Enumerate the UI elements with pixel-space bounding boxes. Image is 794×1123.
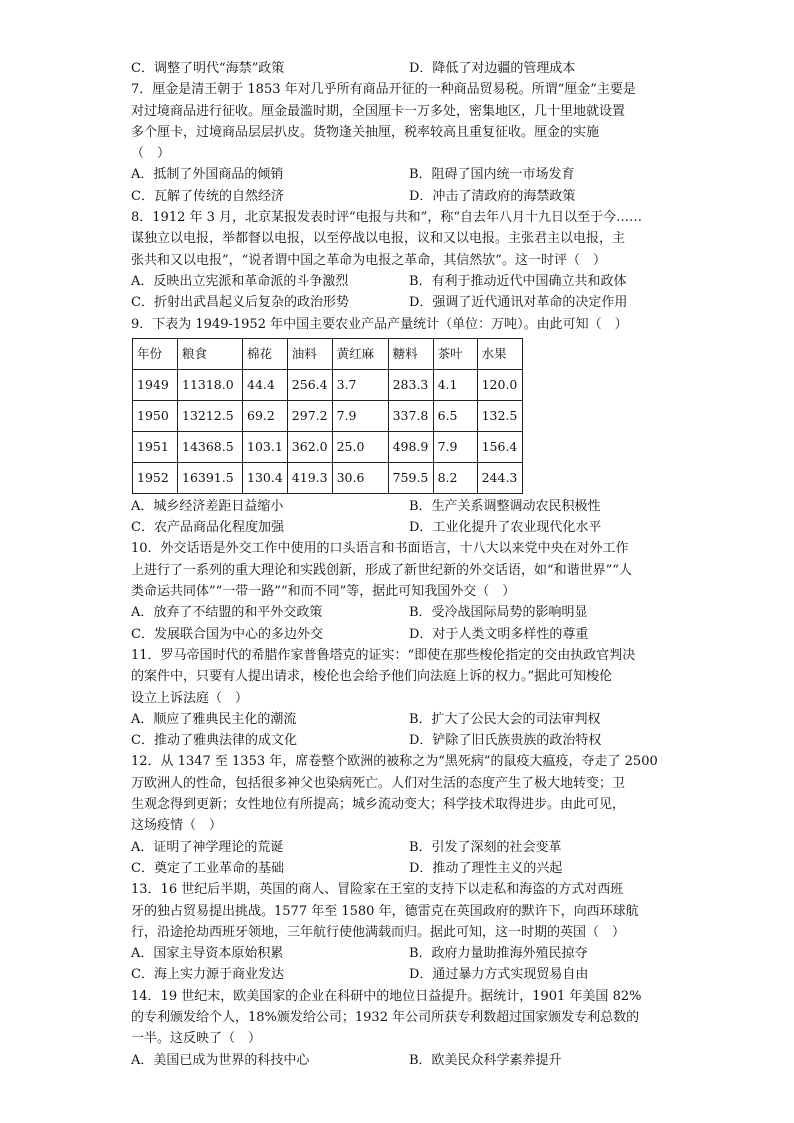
q12-option-d[interactable]: D．推动了理性主义的兴起 <box>409 860 563 876</box>
table-cell: 69.2 <box>243 400 288 431</box>
table-row <box>133 369 523 400</box>
q6-option-d[interactable]: D．降低了对边疆的管理成本 <box>409 61 576 76</box>
table-cell: 283.3 <box>388 369 433 400</box>
table-cell: 362.0 <box>287 431 332 462</box>
question-10 <box>131 538 671 644</box>
question-11 <box>131 645 671 751</box>
production-table <box>132 338 523 494</box>
q7-option-c[interactable]: C．瓦解了传统的自然经济 <box>131 188 284 204</box>
table-cell: 1952 <box>133 462 178 493</box>
table-cell: 30.6 <box>332 462 388 493</box>
q7-options-row-2 <box>131 186 671 207</box>
table-cell: 16391.5 <box>178 462 243 493</box>
q9-option-c[interactable]: C．农产品商品化程度加强 <box>131 520 284 536</box>
q13-stem-line: 13．16 世纪后半期，英国的商人、冒险家在王室的支持下以走私和海盗的方式对西班 <box>131 882 624 898</box>
q8-stem-line: 8．1912 年 3 月，北京某报发表时评“电报与共和”，称“自去年八月十九日以至于今…… <box>131 210 642 226</box>
q14-stem-line: 14．19 世纪末，欧美国家的企业在科研中的地位日益提升。据统计，1901 年美国 82% <box>131 988 642 1004</box>
q8-options-row-2 <box>131 292 671 313</box>
q7-stem-line: （ ） <box>131 146 171 162</box>
q11-stem-line: 设立上诉法庭（ ） <box>131 690 249 706</box>
table-header-cell: 年份 <box>133 338 178 369</box>
question-13 <box>131 879 671 985</box>
q9-option-d[interactable]: D．工业化提升了农业现代化水平 <box>409 520 602 536</box>
q11-option-b[interactable]: B．扩大了公民大会的司法审判权 <box>409 711 601 727</box>
table-header-cell: 糖料 <box>388 338 433 369</box>
table-cell: 4.1 <box>433 369 477 400</box>
table-cell: 8.2 <box>433 462 477 493</box>
q12-stem-line: 12．从 1347 至 1353 年，席卷整个欧洲的被称之为“黑死病”的鼠疫大瘟疫，夺走了 2500 <box>131 754 658 770</box>
q11-options-row-2 <box>131 730 671 751</box>
q7-option-a[interactable]: A．抵制了外国商品的倾销 <box>131 167 284 183</box>
table-header-cell: 水果 <box>477 338 522 369</box>
question-8 <box>131 207 671 313</box>
table-cell: 6.5 <box>433 400 477 431</box>
q7-stem-line: 对过境商品进行征收。厘金最滥时期，全国厘卡一万多处，密集地区，几十里地就设置 <box>131 103 626 119</box>
q7-option-b[interactable]: B．阻碍了国内统一市场发育 <box>409 167 575 183</box>
q8-option-b[interactable]: B．有利于推动近代中国确立共和政体 <box>409 273 627 289</box>
question-14 <box>131 986 671 1071</box>
question-9 <box>131 314 671 539</box>
q12-option-b[interactable]: B．引发了深刻的社会变革 <box>409 839 562 855</box>
table-cell: 3.7 <box>332 369 388 400</box>
q13-option-d[interactable]: D．通过暴力方式实现贸易自由 <box>409 967 589 983</box>
q10-option-d[interactable]: D．对于人类文明多样性的尊重 <box>409 626 589 642</box>
q10-stem-line: 类命运共同体”“一带一路”“和而不同”等，据此可知我国外交（ ） <box>131 584 516 600</box>
q12-options-row-1 <box>131 837 671 858</box>
table-cell: 156.4 <box>477 431 522 462</box>
q10-option-c[interactable]: C．发展联合国为中心的多边外交 <box>131 626 323 642</box>
q13-options-row-1 <box>131 943 671 964</box>
q6-option-c[interactable]: C．调整了明代“海禁”政策 <box>131 61 285 76</box>
table-cell: 7.9 <box>332 400 388 431</box>
q9-options-row-2 <box>131 517 671 538</box>
table-cell: 256.4 <box>287 369 332 400</box>
q9-stem-line: 9．下表为 1949-1952 年中国主要农业产品产量统计（单位：万吨）。由此可知（ ） <box>131 316 628 332</box>
q14-option-a[interactable]: A．美国已成为世界的科技中心 <box>131 1052 310 1068</box>
q11-option-c[interactable]: C．推动了雅典法律的成文化 <box>131 733 297 749</box>
table-row <box>133 462 523 493</box>
q14-stem-line: 的专利颁发给个人，18%颁发给公司；1932 年公司所获专利数超过国家颁发专利总数的 <box>131 1009 640 1025</box>
table-cell: 13212.5 <box>178 400 243 431</box>
table-row <box>133 400 523 431</box>
q10-stem-line: 10．外交话语是外交工作中使用的口头语言和书面语言，十八大以来党中央在对外工作 <box>131 541 629 557</box>
table-cell: 1949 <box>133 369 178 400</box>
q13-option-c[interactable]: C．海上实力源于商业发达 <box>131 967 284 983</box>
table-cell: 44.4 <box>243 369 288 400</box>
table-header-cell: 黄红麻 <box>332 338 388 369</box>
table-cell: 120.0 <box>477 369 522 400</box>
table-cell: 14368.5 <box>178 431 243 462</box>
table-cell: 130.4 <box>243 462 288 493</box>
q12-option-c[interactable]: C．奠定了工业革命的基础 <box>131 860 284 876</box>
q8-option-d[interactable]: D．强调了近代通讯对革命的决定作用 <box>409 295 628 311</box>
table-cell: 7.9 <box>433 431 477 462</box>
q7-options-row-1 <box>131 164 671 185</box>
table-header-row <box>133 338 523 369</box>
q8-option-c[interactable]: C．折射出武昌起义后复杂的政治形势 <box>131 295 349 311</box>
table-cell: 297.2 <box>287 400 332 431</box>
q10-option-b[interactable]: B．受冷战国际局势的影响明显 <box>409 605 588 621</box>
q9-options-row-1 <box>131 496 671 517</box>
q12-stem-line: 万欧洲人的性命，包括很多神父也染病死亡。人们对生活的态度产生了极大地转变；卫 <box>131 775 626 791</box>
q9-option-b[interactable]: B．生产关系调整调动农民积极性 <box>409 498 601 514</box>
table-cell: 132.5 <box>477 400 522 431</box>
q13-stem-line: 牙的独占贸易提出挑战。1577 年至 1580 年，德雷克在英国政府的默许下，向西环球航 <box>131 903 639 919</box>
q13-stem-line: 行，沿途抢劫西班牙领地，三年航行使他满载而归。据此可知，这一时期的英国（ ） <box>131 924 626 940</box>
table-cell: 103.1 <box>243 431 288 462</box>
question-12 <box>131 751 671 879</box>
q14-options-row-1 <box>131 1050 671 1071</box>
q10-options-row-1 <box>131 602 671 623</box>
question-7 <box>131 79 671 207</box>
q9-option-a[interactable]: A．城乡经济差距日益缩小 <box>131 498 284 514</box>
table-cell: 25.0 <box>332 431 388 462</box>
q7-stem-line: 7．厘金是清王朝于 1853 年对几乎所有商品开征的一种商品贸易税。所谓“厘金”主要是 <box>131 82 636 98</box>
table-cell: 498.9 <box>388 431 433 462</box>
table-cell: 337.8 <box>388 400 433 431</box>
q11-stem-line: 11．罗马帝国时代的希腊作家普鲁塔克的证实：“即使在那些梭伦指定的交由执政官判决 <box>131 647 636 663</box>
table-header-cell: 油料 <box>287 338 332 369</box>
q12-stem-line: 这场疫情（ ） <box>131 818 223 834</box>
q10-stem-line: 上进行了一系列的重大理论和实践创新，形成了新世纪新的外交话语，如“和谐世界”“人 <box>131 562 632 578</box>
q7-stem-line: 多个厘卡，过境商品层层扒皮。货物逢关抽厘，税率较高且重复征收。厘金的实施 <box>131 124 600 140</box>
q14-stem-line: 一半。这反映了（ ） <box>131 1031 262 1047</box>
q7-option-d[interactable]: D．冲击了清政府的海禁政策 <box>409 188 576 204</box>
q8-options-row-1 <box>131 271 671 292</box>
exam-page <box>131 58 671 1071</box>
q12-option-a[interactable]: A．证明了神学理论的荒诞 <box>131 839 284 855</box>
table-cell: 11318.0 <box>178 369 243 400</box>
q10-options-row-2 <box>131 624 671 645</box>
q6-options-row-2 <box>131 58 671 79</box>
table-cell: 1950 <box>133 400 178 431</box>
table-row <box>133 431 523 462</box>
q13-options-row-2 <box>131 964 671 985</box>
table-cell: 759.5 <box>388 462 433 493</box>
q8-option-a[interactable]: A．反映出立宪派和革命派的斗争激烈 <box>131 273 349 289</box>
q11-options-row-1 <box>131 709 671 730</box>
table-cell: 419.3 <box>287 462 332 493</box>
table-header-cell: 茶叶 <box>433 338 477 369</box>
table-header-cell: 粮食 <box>178 338 243 369</box>
q8-stem-line: 谋独立以电报，举都督以电报，以至停战以电报，议和又以电报。主张君主以电报，主 <box>131 231 626 247</box>
q12-stem-line: 生观念得到更新；女性地位有所提高；城乡流动变大；科学技术取得进步。由此可见， <box>131 797 626 813</box>
q8-stem-line: 张共和又以电报”，“说者谓中国之革命为电报之革命，其信然欤”。这一时评（ ） <box>131 252 606 268</box>
table-header-cell: 棉花 <box>243 338 288 369</box>
q10-option-a[interactable]: A．放弃了不结盟的和平外交政策 <box>131 605 323 621</box>
q14-option-b[interactable]: B．欧美民众科学素养提升 <box>409 1052 562 1068</box>
table-cell: 244.3 <box>477 462 522 493</box>
q12-options-row-2 <box>131 858 671 879</box>
q11-option-a[interactable]: A．顺应了雅典民主化的潮流 <box>131 711 297 727</box>
q13-option-b[interactable]: B．政府力量助推海外殖民掠夺 <box>409 946 588 962</box>
table-cell: 1951 <box>133 431 178 462</box>
q13-option-a[interactable]: A．国家主导资本原始积累 <box>131 946 284 962</box>
q11-stem-line: 的案件中，只要有人提出请求，梭伦也会给予他们向法庭上诉的权力。”据此可知梭伦 <box>131 669 613 685</box>
q11-option-d[interactable]: D．铲除了旧氏族贵族的政治特权 <box>409 733 602 749</box>
